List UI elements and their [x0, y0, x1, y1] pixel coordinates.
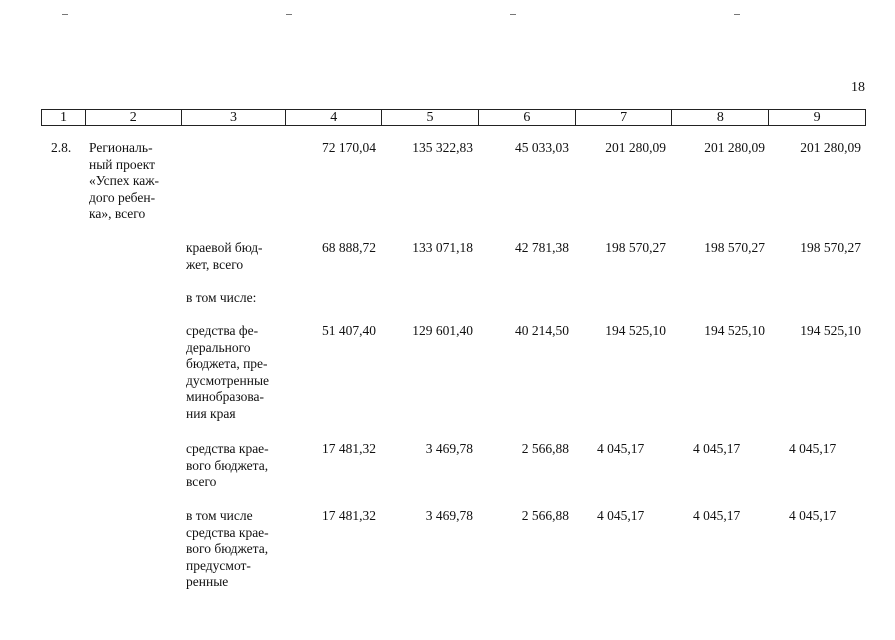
sub-row-label-line: предусмот- [186, 557, 251, 573]
value-col-5: 3 469,78 [425, 508, 473, 523]
header-col-7: 7 [576, 110, 673, 125]
sub-row-label [186, 323, 279, 422]
value-col-7: 4 045,17 [597, 508, 645, 523]
value-col-9: 4 045,17 [789, 441, 837, 456]
sub-row-label-line: в том числе [186, 508, 253, 523]
value-col-5: 129 601,40 [412, 323, 473, 338]
scan-mark [286, 14, 292, 15]
value-col-5: 135 322,83 [412, 140, 473, 155]
value-col-4: 68 888,72 [322, 240, 376, 255]
sub-row-label-line: вого бюджета, [186, 541, 269, 556]
value-col-9: 4 045,17 [789, 508, 837, 523]
value-col-8: 201 280,09 [704, 140, 765, 155]
sub-row-label [186, 441, 279, 491]
row-name [89, 140, 175, 223]
header-col-4: 4 [286, 110, 382, 125]
sub-row-label-line: средства фе- [186, 323, 259, 338]
header-col-1: 1 [42, 110, 86, 125]
value-col-8: 4 045,17 [693, 441, 741, 456]
value-col-6: 2 566,88 [521, 508, 569, 523]
header-col-6: 6 [479, 110, 576, 125]
value-col-6: 40 214,50 [515, 323, 569, 338]
value-col-7: 4 045,17 [597, 441, 645, 456]
page-number: 18 [851, 80, 865, 95]
header-col-5: 5 [382, 110, 479, 125]
value-col-4: 17 481,32 [322, 441, 376, 456]
header-col-8: 8 [672, 110, 769, 125]
row-name-line: «Успех каж- [89, 173, 160, 188]
sub-row-label-line: жет, всего [186, 256, 244, 272]
row-name-line: Региональ- [89, 140, 153, 155]
sub-row-label-line: средства крае- [186, 524, 269, 540]
value-col-7: 194 525,10 [605, 323, 666, 338]
value-col-9: 198 570,27 [800, 240, 861, 255]
value-col-5: 3 469,78 [425, 441, 473, 456]
scan-mark [62, 14, 68, 15]
sub-row-label-line: ния края [186, 405, 236, 421]
value-col-7: 198 570,27 [605, 240, 666, 255]
sub-row-label-line: бюджета, пре- [186, 356, 268, 371]
sub-row-label-line: ренные [186, 574, 229, 589]
value-col-6: 45 033,03 [515, 140, 569, 155]
sub-row-label-line: минобразова- [186, 389, 265, 404]
sub-row-label: в том числе: [186, 290, 257, 305]
row-name-line: ный проект [89, 156, 156, 172]
sub-row-label-line: вого бюджета, [186, 457, 269, 473]
value-col-7: 201 280,09 [605, 140, 666, 155]
value-col-8: 194 525,10 [704, 323, 765, 338]
value-col-4: 72 170,04 [322, 140, 376, 155]
row-name-line: ка», всего [89, 206, 146, 221]
sub-row-label-line: дусмотренные [186, 372, 270, 388]
value-col-6: 42 781,38 [515, 240, 569, 255]
value-col-8: 4 045,17 [693, 508, 741, 523]
sub-row-label [186, 240, 279, 273]
sub-row-label-line: всего [186, 474, 217, 489]
header-col-2: 2 [86, 110, 182, 125]
row-name-line: дого ребен- [89, 189, 156, 205]
table-header-row [41, 109, 866, 126]
value-col-4: 17 481,32 [322, 508, 376, 523]
value-col-9: 201 280,09 [800, 140, 861, 155]
header-col-3: 3 [182, 110, 287, 125]
row-code: 2.8. [51, 140, 72, 155]
sub-row-label-line: дерального [186, 339, 251, 355]
value-col-8: 198 570,27 [704, 240, 765, 255]
sub-row-label [186, 508, 279, 591]
sub-row-label-line: краевой бюд- [186, 240, 263, 255]
scan-mark [734, 14, 740, 15]
value-col-9: 194 525,10 [800, 323, 861, 338]
sub-row-label-line: средства крае- [186, 441, 269, 456]
value-col-5: 133 071,18 [412, 240, 473, 255]
value-col-4: 51 407,40 [322, 323, 376, 338]
value-col-6: 2 566,88 [521, 441, 569, 456]
scan-mark [510, 14, 516, 15]
header-col-9: 9 [813, 110, 821, 125]
